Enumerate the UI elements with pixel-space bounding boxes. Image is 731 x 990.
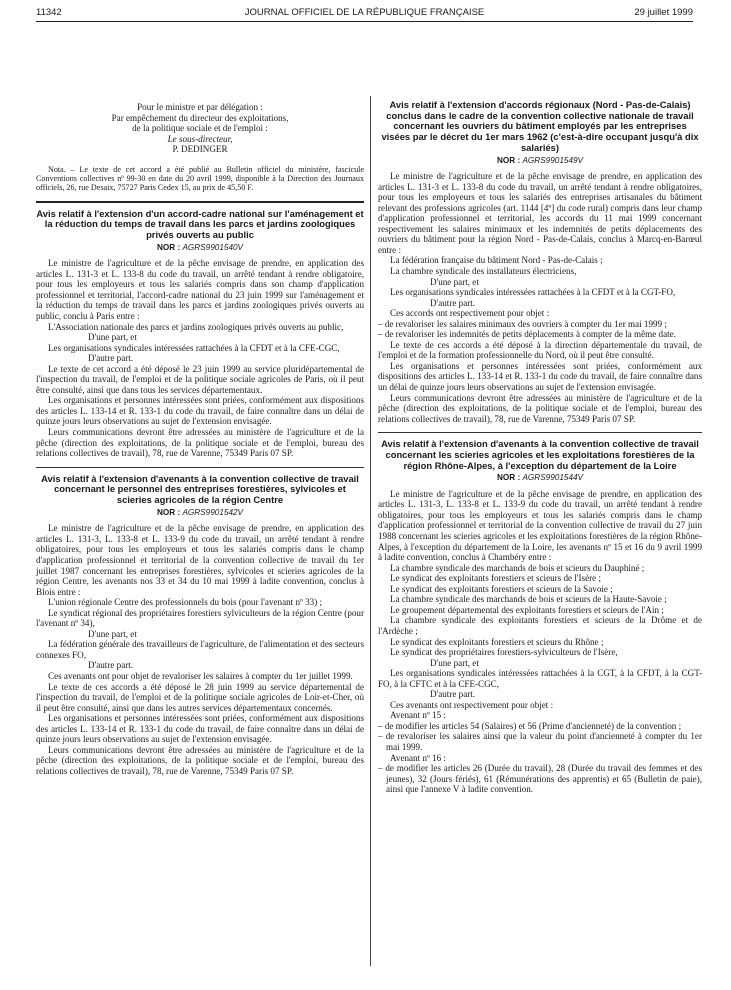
party-line: D'autre part.: [88, 353, 134, 364]
paragraph: La chambre syndicale des exploitants forestiers et scieurs de la Drôme et de l'Ardèche ;: [378, 615, 702, 636]
paragraph: Avenant nº 16 :: [390, 752, 446, 763]
paragraph: Le ministre de l'agriculture et de la pêche envisage de prendre, en application des articles L. 131-3, L. 133-8 et L. 133-9 du code du travail, un arrêté tendant à rendre obligatoires, pour tous les employeurs et tous les salariés compris dans le champ d'application professionnel et territorial de la convention collective de travail du 1er juillet 1987 concernant les entreprises forestières, sylvicoles et scieries agricoles de la région Centre, les avenants nos 33 et 34 du 10 mai 1999 à ladite convention, conclus à Blois entre :: [36, 523, 364, 597]
paragraph: La chambre syndicale des installateurs électriciens,: [390, 265, 577, 276]
paragraph: Le syndicat des exploitants forestiers et scieurs de la Savoie ;: [390, 583, 613, 594]
paragraph: Leurs communications devront être adressées au ministère de l'agriculture et de la pêche (direction des exploitations, de la politique sociale et de l'emploi, bureau des relations collectives de travail), 78, rue de Varenne, 75349 Paris 07 SP.: [36, 744, 364, 776]
party-line: D'une part, et: [88, 628, 137, 639]
paragraph: Le syndicat des propriétaires forestiers-sylviculteurs de l'Isère,: [390, 647, 618, 658]
signature-line: de la politique sociale et de l'emploi :: [132, 123, 268, 134]
nor-code: AGRS9901542V: [182, 507, 244, 517]
list-item: – de revaloriser les salaires ainsi que la valeur du point d'ancienneté à compter du 1er mai 1999.: [378, 731, 702, 752]
paragraph: Les organisations et personnes intéressées sont priées, conformément aux dispositions des articles L. 133-14 et R. 133-1 du code du travail, de faire connaître dans un délai de quinze jours leurs observations au sujet de l'extension envisagée.: [36, 713, 364, 745]
paragraph: L'Association nationale des parcs et jardins zoologiques privés ouverts au public,: [48, 321, 344, 332]
nor-code: AGRS9901544V: [522, 473, 584, 483]
nor-code: AGRS9901540V: [182, 242, 244, 252]
signature-title: Le sous-directeur,: [167, 133, 233, 144]
paragraph: La chambre syndicale des marchands de bois et scieurs de la Haute-Savoie ;: [390, 594, 667, 605]
party-line: D'autre part.: [430, 689, 476, 700]
signatory-name: P. DEDINGER: [172, 144, 228, 155]
paragraph: Ces avenants ont respectivement pour objet :: [390, 699, 554, 710]
nor-label: NOR :: [496, 155, 521, 165]
paragraph: La fédération générale des travailleurs de l'agriculture, de l'alimentation et des secteurs connexes FO,: [36, 639, 364, 660]
paragraph: Le ministre de l'agriculture et de la pêche envisage de prendre, en application des articles L. 131-3, L. 133-8 et L. 133-9 du code du travail, un arrêté tendant à rendre obligatoires, pour tous les employeurs et tous les salariés compris dans le champ d'application professionnel et territorial de la convention collective de travail du 27 juin 1988 concernant les scieries agricoles et les exploitations forestières de la région Rhône-Alpes, à l'exception du département de la Loire, les avenants nº 15 et 16 du 9 avril 1999 à ladite convention, conclus à Chambéry entre :: [378, 488, 702, 563]
paragraph: Les organisations syndicales intéressées rattachées à la CFDT et à la CGT-FO,: [390, 287, 676, 298]
nor-reference: [378, 156, 702, 167]
signature-line: Pour le ministre et par délégation :: [137, 102, 263, 112]
paragraph: Leurs communications devront être adressées au ministère de l'agriculture et de la pêche (direction des exploitations, de la politique sociale et de l'emploi, bureau des relations collectives de travail), 78, rue de Varenne, 75349 Paris 07 SP.: [36, 427, 364, 459]
section-rule: [378, 432, 702, 433]
page-number: 11342: [36, 7, 62, 18]
nor-label: NOR :: [156, 507, 181, 517]
notice-title: Avis relatif à l'extension d'un accord-cadre national sur l'aménagement et la réduction du temps de travail dans les parcs et jardins zoologiques privés ouverts au public: [36, 207, 364, 241]
notice-title: Avis relatif à l'extension d'avenants à la convention collective de travail concernant le personnel des entreprises forestières, sylvicoles et scieries agricoles de la région Centre: [41, 472, 359, 506]
notice-batiment-nord-pas-de-calais: [378, 100, 702, 424]
party-line: D'une part, et: [430, 657, 479, 668]
notice-scieries-rhone-alpes: [378, 439, 702, 795]
paragraph: Le syndicat des exploitants forestiers et scieurs de l'Isère ;: [390, 573, 601, 584]
paragraph: Le texte de ces accords a été déposé le 28 juin 1999 au service départemental de l'inspection du travail, de l'emploi et de la politique sociale agricoles de Loir-et-Cher, où il peut être consulté, ainsi que dans les autres services départementaux concernés.: [36, 681, 364, 713]
notice-title: Avis relatif à l'extension d'accords régionaux (Nord - Pas-de-Calais) conclus dans le cadre de la convention collective nationale de travail concernant les ouvriers du bâtiment employés par les entreprises visées par le décret du 1er mars 1962 (c'est-à-dire occupant jusqu'à dix salariés): [381, 99, 699, 153]
list-item: – de revaloriser les salaires minimaux des ouvriers à compter du 1er mai 1999 ;: [378, 318, 667, 329]
nor-code: AGRS9901549V: [522, 155, 584, 165]
paragraph: Les organisations et personnes intéressées sont priées, conformément aux dispositions des articles L. 133-14 et R. 133-1 du code du travail, de faire connaître dans un délai de quinze jours leurs observations au sujet de l'extension envisagée.: [378, 360, 702, 392]
signature-block: [36, 102, 364, 155]
publication-date: 29 juillet 1999: [634, 7, 693, 18]
paragraph: Les organisations syndicales intéressées rattachées à la CGT, à la CFDT, à la CGT-FO, à la CFTC et à la CFE-CGC,: [378, 668, 702, 689]
nor-label: NOR :: [496, 473, 521, 483]
signature-line: Par empêchement du directeur des exploitations,: [111, 112, 289, 123]
section-rule: [36, 201, 364, 203]
paragraph: La chambre syndicale des marchands de bois et scieurs du Dauphiné ;: [390, 562, 645, 573]
paragraph: Ces avenants ont pour objet de revaloriser les salaires à compter du 1er juillet 1999.: [48, 670, 353, 681]
paragraph: Le ministre de l'agriculture et de la pêche envisage de prendre, en application des articles L. 131-3 et L. 133-8 du code du travail, un arrêté tendant à rendre obligatoire, pour tous les employeurs et tous les salariés compris dans son champ d'application professionnel et territorial, l'accord-cadre national du 23 juin 1999 sur l'aménagement et la réduction du temps de travail dans les parcs et jardins zoologiques privés ouverts au public, conclu à Paris entre :: [36, 258, 364, 322]
page-header: [36, 7, 693, 22]
paragraph: Le texte de ces accords a été déposé à la direction départementale du travail, de l'emploi et de la formation professionnelle du Nord, où il peut être consulté.: [378, 339, 702, 361]
list-item: – de modifier les articles 54 (Salaires) et 56 (Prime d'ancienneté) de la convention ;: [378, 720, 682, 731]
notice-title: Avis relatif à l'extension d'avenants à la convention collective de travail concernant les scieries agricoles et les exploitations forestières de la région Rhône-Alpes, à l'exception du département de la Loire: [381, 438, 699, 471]
party-line: D'autre part.: [88, 660, 134, 671]
paragraph: Le groupement départemental des exploitants forestiers et scieurs de l'Ain ;: [390, 604, 664, 615]
column-divider: [370, 96, 371, 966]
paragraph: Le texte de cet accord a été déposé le 23 juin 1999 au service pluridépartemental de l'inspection du travail, de l'emploi et de la politique sociale agricoles de Paris, où il peut être consulté, ainsi que dans tous les services départementaux.: [36, 363, 364, 395]
nor-reference: [36, 508, 364, 519]
left-column: [36, 102, 364, 776]
list-item: – de modifier les articles 26 (Durée du travail), 28 (Durée du travail des femmes et des jeunes), 32 (Jours fériés), 61 (Rémunérations des apprentis) et 65 (Bulletin de paie), ainsi que l'annexe V à ladite convention.: [378, 763, 702, 795]
party-line: D'une part, et: [88, 332, 137, 343]
paragraph: Leurs communications devront être adressées au ministère de l'agriculture et de la pêche (direction des exploitations, de la politique sociale et de l'emploi, bureau des relations collectives de travail), 78, rue de Varenne, 75349 Paris 07 SP.: [378, 392, 702, 424]
party-line: D'autre part.: [430, 297, 476, 308]
right-column: [378, 100, 702, 795]
paragraph: Le syndicat des exploitants forestiers et scieurs du Rhône ;: [390, 636, 604, 647]
paragraph: Le syndicat régional des propriétaires forestiers sylviculteurs de la région Centre (pour l'avenant nº 34),: [36, 607, 364, 629]
nor-reference: [36, 243, 364, 254]
nota-paragraph: Nota. – Le texte de cet accord a été publié au Bulletin officiel du ministère, fascicule Conventions collectives nº 99-30 en date du 20 avril 1999, disponible à la Direction des Journaux officiels, 26, rue Desaix, 75727 Paris Cedex 15, au prix de 45,50 F.: [36, 164, 364, 193]
paragraph: Avenant nº 15 :: [390, 710, 446, 721]
paragraph: Les organisations syndicales intéressées rattachées à la CFDT et à la CFE-CGC,: [48, 342, 340, 353]
nor-reference: [378, 473, 702, 484]
paragraph: La fédération française du bâtiment Nord - Pas-de-Calais ;: [390, 255, 603, 266]
paragraph: Les organisations et personnes intéressées sont priées, conformément aux dispositions des articles L. 133-14 et R. 133-1 du code du travail, de faire connaître dans un délai de quinze jours leurs observations au sujet de l'extension envisagée.: [36, 395, 364, 427]
notice-parcs-zoologiques: [36, 209, 364, 459]
party-line: D'une part, et: [430, 276, 479, 287]
paragraph: Ces accords ont respectivement pour objet :: [390, 308, 550, 319]
paragraph: Le ministre de l'agriculture et de la pêche envisage de prendre, en application des articles L. 131-3 et L. 133-8 du code du travail, un arrêté tendant à rendre obligatoires, pour tous les employeurs et tous les salariés des entreprises artisanales du bâtiment relevant des professions agricoles (art. 1144 [4º] du code rural) compris dans leur champ d'application professionnel et territorial, les accords du 11 mai 1999 concernant respectivement les salaires minimaux et les indemnités de petits déplacements des ouvriers du bâtiment pour la région Nord - Pas-de-Calais, conclus à Marcq-en-Barœul entre :: [378, 171, 702, 255]
journal-title: JOURNAL OFFICIEL DE LA RÉPUBLIQUE FRANÇAISE: [244, 7, 485, 18]
section-rule: [36, 467, 364, 468]
paragraph: L'union régionale Centre des professionnels du bois (pour l'avenant nº 33) ;: [48, 597, 323, 608]
list-item: – de revaloriser les indemnités de petits déplacements à compter de la même date.: [378, 329, 676, 340]
nor-label: NOR :: [156, 242, 181, 252]
notice-entreprises-forestieres-centre: [36, 474, 364, 777]
